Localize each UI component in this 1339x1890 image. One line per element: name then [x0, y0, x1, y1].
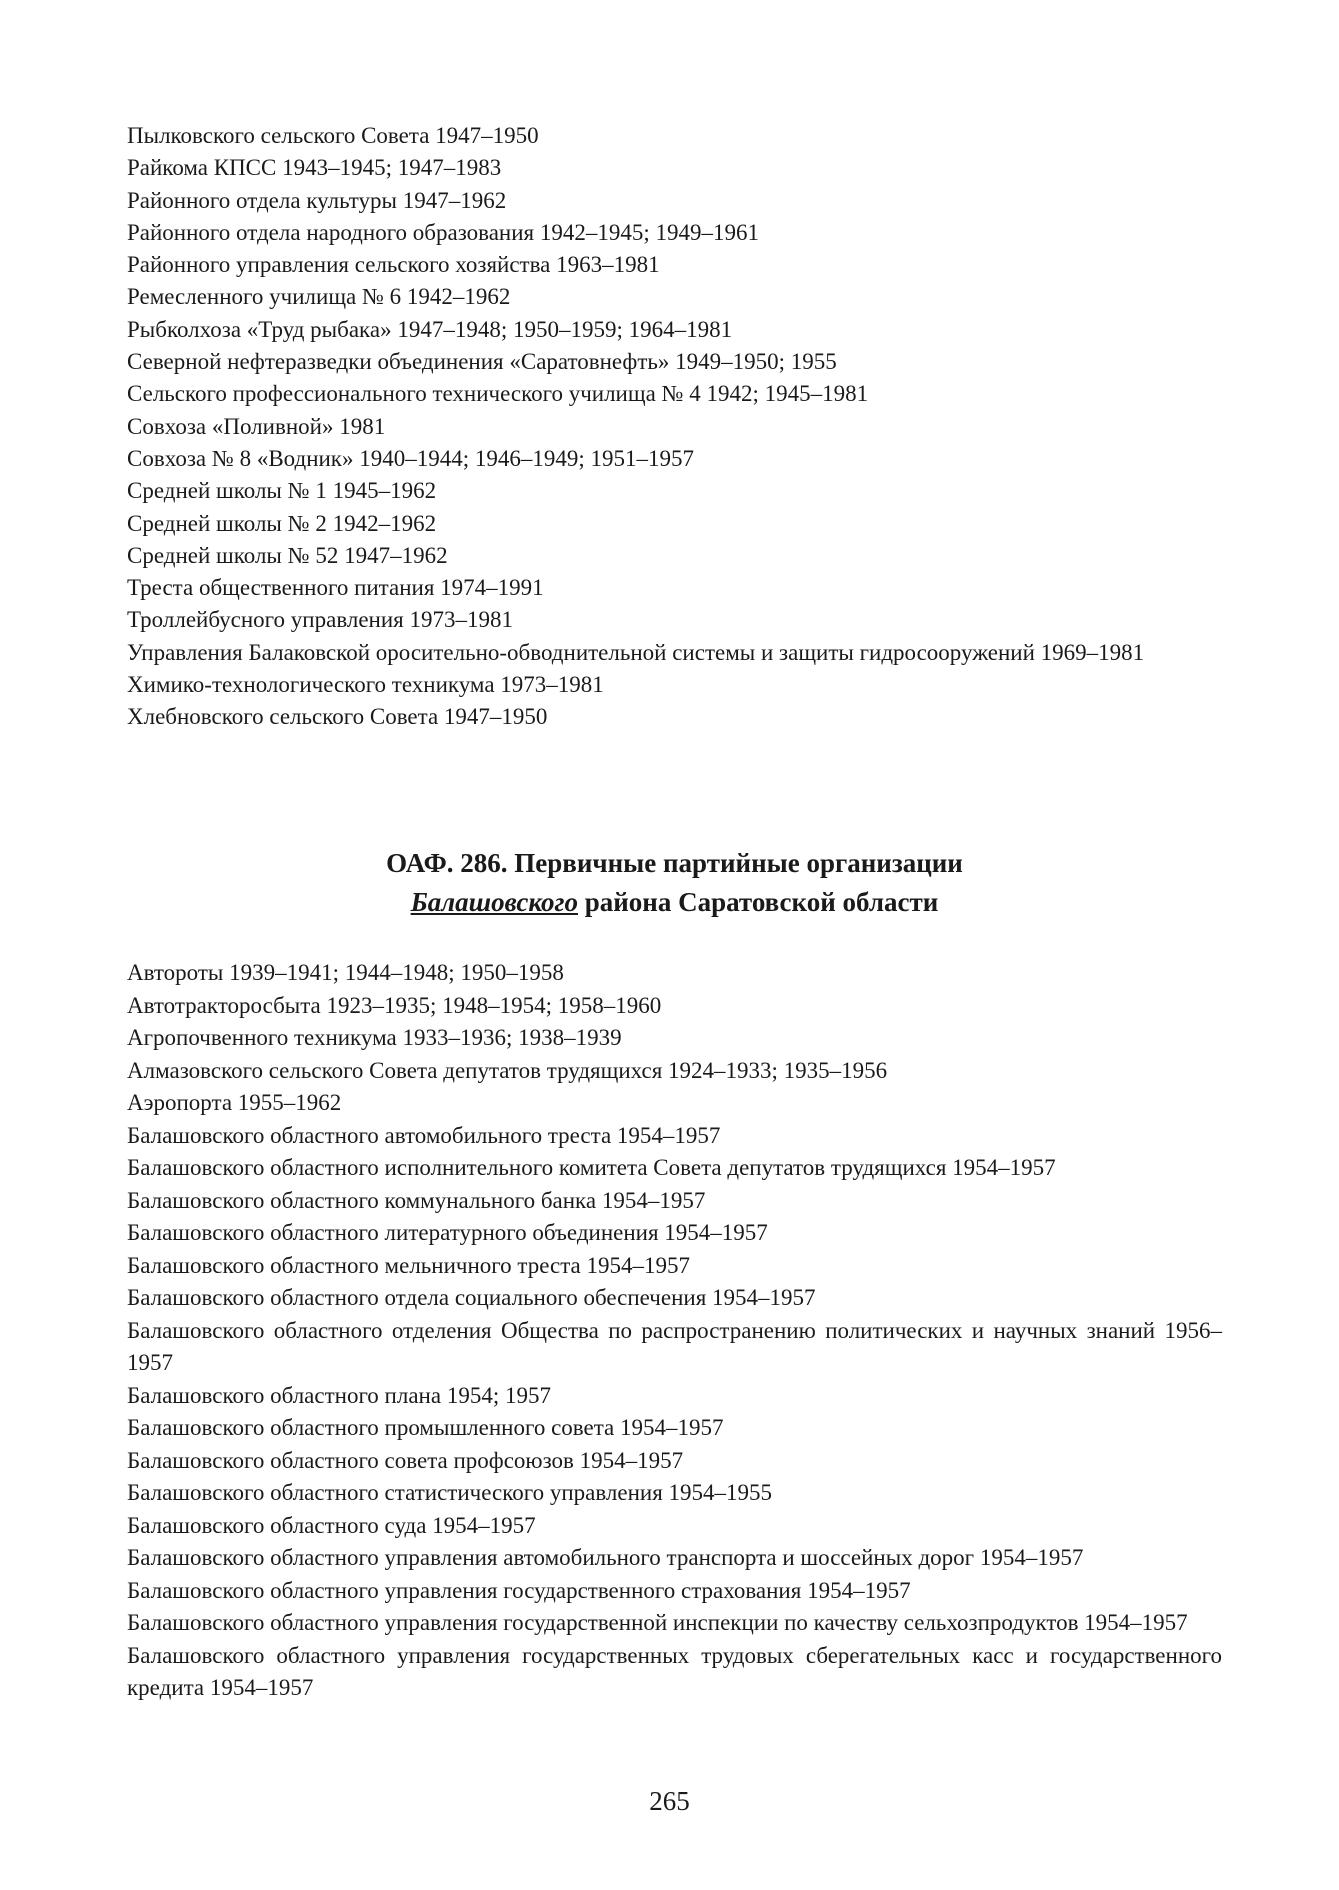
list-item: Балашовского областного коммунального банка 1954–1957 — [127, 1187, 706, 1213]
list-item: Рыбколхоза «Труд рыбака» 1947–1948; 1950–1959; 1964–1981 — [127, 316, 733, 342]
list-item: Балашовского областного исполнительного комитета Совета депутатов трудящихся 1954–1957 — [127, 1155, 1056, 1180]
list-item: Районного отдела культуры 1947–1962 — [127, 187, 507, 213]
list-item: Балашовского областного статистического управления 1954–1955 — [127, 1480, 773, 1505]
list-item: Совхоза № 8 «Водник» 1940–1944; 1946–1949; 1951–1957 — [127, 445, 695, 471]
list-item: Балашовского областного отделения Общества по распространению политических и научных знаний 1956–1957 — [127, 1317, 1222, 1375]
list-item: Совхоза «Поливной» 1981 — [127, 413, 386, 439]
list-item: Управления Балаковской оросительно-обводнительной системы и защиты гидросооружений 1969–1981 — [127, 639, 1145, 665]
list-item: Сельского профессионального технического училища № 4 1942; 1945–1981 — [127, 381, 869, 407]
list-item: Балашовского областного мельничного треста 1954–1957 — [127, 1252, 691, 1278]
bottom-entry-list — [127, 957, 1222, 1705]
list-item: Балашовского областного плана 1954; 1957 — [127, 1382, 551, 1408]
list-item: Средней школы № 52 1947–1962 — [127, 542, 448, 568]
list-item: Балашовского областного промышленного совета 1954–1957 — [127, 1415, 724, 1440]
heading-line-2 — [127, 883, 1222, 922]
list-item: Алмазовского сельского Совета депутатов трудящихся 1924–1933; 1935–1956 — [127, 1057, 888, 1083]
list-item: Балашовского областного управления автомобильного транспорта и шоссейных дорог 1954–1957 — [127, 1545, 1084, 1570]
list-item: Автороты 1939–1941; 1944–1948; 1950–1958 — [127, 960, 564, 985]
list-item: Балашовского областного отдела социального обеспечения 1954–1957 — [127, 1285, 816, 1310]
list-item: Северной нефтеразведки объединения «Саратовнефть» 1949–1950; 1955 — [127, 349, 837, 375]
list-item: Балашовского областного автомобильного треста 1954–1957 — [127, 1122, 721, 1148]
list-item: Балашовского областного совета профсоюзов 1954–1957 — [127, 1447, 684, 1473]
list-item: Средней школы № 1 1945–1962 — [127, 478, 437, 504]
heading-line-1: ОАФ. 286. Первичные партийные организации — [386, 848, 963, 878]
list-item: Ремесленного училища № 6 1942–1962 — [127, 284, 511, 310]
list-item: Средней школы № 2 1942–1962 — [127, 510, 437, 536]
list-item: Балашовского областного управления государственных трудовых сберегательных касс и государственного кредита 1954–1957 — [127, 1642, 1222, 1700]
list-item: Райкома КПСС 1943–1945; 1947–1983 — [127, 155, 502, 181]
list-item: Троллейбусного управления 1973–1981 — [127, 607, 514, 633]
list-item: Автотракторосбыта 1923–1935; 1948–1954; 1958–1960 — [127, 992, 662, 1018]
list-item: Балашовского областного суда 1954–1957 — [127, 1512, 536, 1538]
top-entry-list — [127, 120, 1222, 734]
section-heading — [127, 844, 1222, 922]
heading-line-2-rest: района Саратовской области — [577, 887, 939, 917]
list-item: Агропочвенного техникума 1933–1936; 1938–1939 — [127, 1025, 622, 1050]
list-item: Балашовского областного литературного объединения 1954–1957 — [127, 1220, 768, 1245]
list-item: Балашовского областного управления государственного страхования 1954–1957 — [127, 1577, 911, 1603]
list-item: Районного отдела народного образования 1942–1945; 1949–1961 — [127, 219, 760, 245]
list-item: Хлебновского сельского Совета 1947–1950 — [127, 704, 548, 730]
list-item: Районного управления сельского хозяйства 1963–1981 — [127, 252, 660, 278]
list-item: Аэропорта 1955–1962 — [127, 1090, 342, 1115]
list-item: Пылковского сельского Совета 1947–1950 — [127, 123, 539, 148]
list-item: Треста общественного питания 1974–1991 — [127, 575, 544, 601]
page-number: 265 — [649, 1786, 690, 1816]
list-item: Химико-технологического техникума 1973–1981 — [127, 672, 604, 698]
list-item: Балашовского областного управления государственной инспекции по качеству сельхозпродуктов 1954–1957 — [127, 1610, 1188, 1635]
heading-district-name: Балашовского — [410, 887, 578, 917]
